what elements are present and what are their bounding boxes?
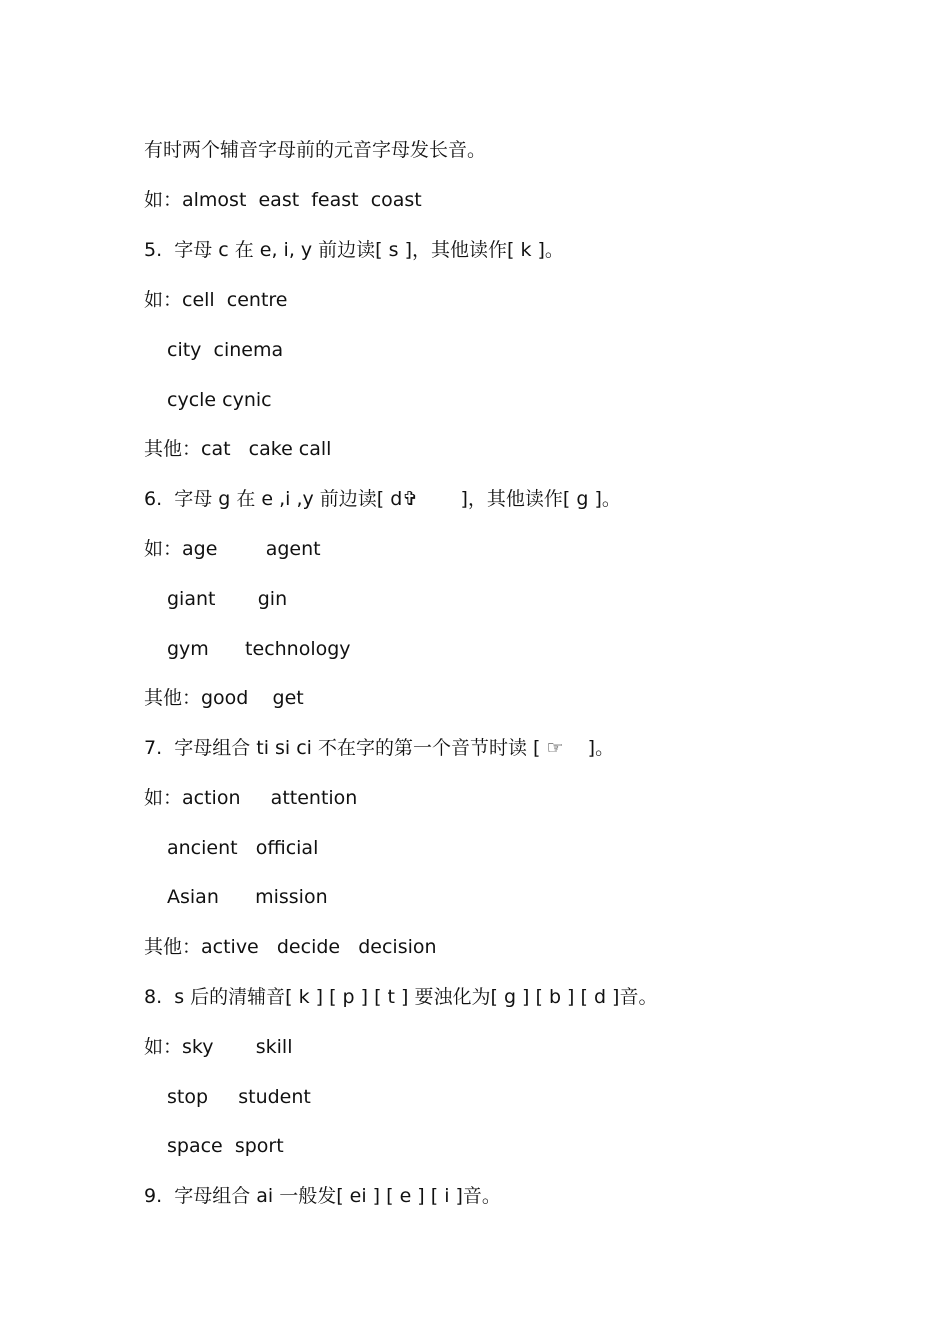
rule-6-heading: 6. 字母 g 在 e ,i ,y 前边读[ d✞ ]，其他读作[ g ]。	[144, 488, 621, 510]
text-line-examples: 如：cell centre	[144, 289, 288, 311]
text-line-examples: giant gin	[167, 588, 288, 610]
text-line-examples: stop student	[167, 1086, 311, 1108]
rule-8-heading: 8. s 后的清辅音[ k ] [ p ] [ t ] 要浊化为[ g ] [ b ] [ d ]音。	[144, 986, 658, 1008]
text-line-long-vowel-note: 有时两个辅音字母前的元音字母发长音。	[144, 139, 487, 161]
text-line-examples: space sport	[167, 1135, 284, 1157]
text-line-examples: 如：sky skill	[144, 1036, 293, 1058]
text-line-others: 其他：cat cake call	[144, 438, 332, 460]
text-line-examples: gym technology	[167, 638, 351, 660]
text-line-examples: 如：almost east feast coast	[144, 189, 422, 211]
text-line-others: 其他：good get	[144, 687, 304, 709]
rule-9-heading: 9. 字母组合 ai 一般发[ ei ] [ e ] [ i ]音。	[144, 1185, 501, 1207]
text-line-examples: ancient official	[167, 837, 319, 859]
text-line-examples: cycle cynic	[167, 389, 272, 411]
text-line-others: 其他：active decide decision	[144, 936, 437, 958]
rule-7-heading: 7. 字母组合 ti si ci 不在字的第一个音节时读 [ ☞ ]。	[144, 737, 615, 759]
text-line-examples: city cinema	[167, 339, 284, 361]
text-line-examples: Asian mission	[167, 886, 328, 908]
rule-5-heading: 5. 字母 c 在 e, i, y 前边读[ s ]，其他读作[ k ]。	[144, 239, 564, 261]
text-line-examples: 如：age agent	[144, 538, 321, 560]
text-line-examples: 如：action attention	[144, 787, 358, 809]
